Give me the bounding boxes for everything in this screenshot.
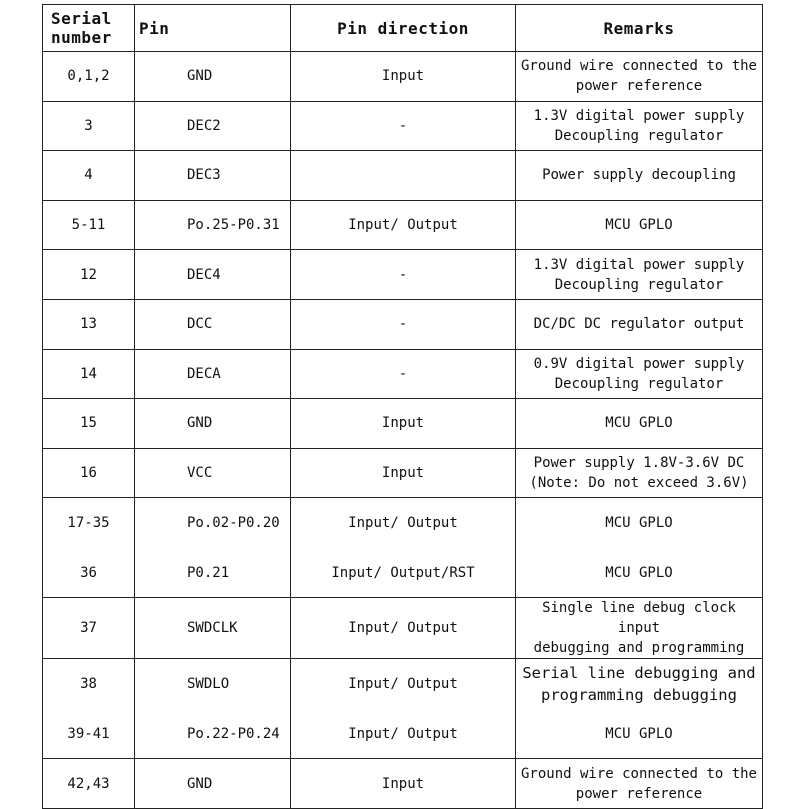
header-direction: Pin direction (291, 5, 516, 52)
remarks-cell: MCU GPLO (516, 200, 763, 250)
serial-cell: 15 (43, 399, 135, 449)
table-row (43, 349, 763, 399)
serial-cell: 39-41 (67, 725, 110, 742)
remarks-cell: Ground wire connected to the power reference (516, 52, 763, 102)
table-row (43, 151, 763, 201)
remarks-cell: Power supply decoupling (516, 151, 763, 201)
direction-cell: - (291, 299, 516, 349)
header-pin: Pin (135, 5, 291, 52)
pin-cell: DECA (135, 349, 291, 399)
direction-cell: Input/ Output/RST (331, 564, 475, 581)
pin-cell: VCC (135, 448, 291, 498)
table-body (43, 52, 763, 809)
table-row (43, 759, 763, 809)
direction-cell: Input/ Output (348, 676, 458, 693)
remarks-cell: 1.3V digital power supply Decoupling regulator (516, 250, 763, 300)
serial-cell: 3 (43, 101, 135, 151)
remarks-cell: Single line debug clock input debugging and programming (516, 598, 763, 659)
table-row (43, 52, 763, 102)
pin-cell: Po.25-P0.31 (135, 200, 291, 250)
pin-cell: Po.02-P0.20 (187, 515, 280, 532)
remarks-cell: MCU GPLO (605, 725, 673, 742)
direction-cell: Input/ Output (291, 200, 516, 250)
remarks-cell: MCU GPLO (516, 399, 763, 449)
direction-cell: Input (291, 448, 516, 498)
direction-cell: Input/ Output (291, 598, 516, 659)
direction-cell-group (291, 498, 516, 598)
serial-cell: 16 (43, 448, 135, 498)
table-row (43, 250, 763, 300)
pin-cell: SWDCLK (135, 598, 291, 659)
direction-cell: - (291, 101, 516, 151)
serial-cell: 5-11 (43, 200, 135, 250)
direction-cell: - (291, 349, 516, 399)
serial-cell: 17-35 (67, 515, 110, 532)
remarks-cell: 1.3V digital power supply Decoupling regulator (516, 101, 763, 151)
serial-cell: 36 (80, 564, 97, 581)
pin-cell: DEC3 (135, 151, 291, 201)
remarks-cell-group (516, 659, 763, 759)
remarks-cell: Ground wire connected to the power reference (516, 759, 763, 809)
serial-cell-group (43, 659, 135, 759)
table-row (43, 200, 763, 250)
pin-cell: SWDLO (187, 676, 230, 693)
pin-cell: DCC (135, 299, 291, 349)
direction-cell: Input (291, 52, 516, 102)
remarks-cell: MCU GPLO (605, 515, 673, 532)
remarks-cell: MCU GPLO (605, 564, 673, 581)
serial-cell: 0,1,2 (43, 52, 135, 102)
pin-cell: DEC4 (135, 250, 291, 300)
table-row-group (43, 659, 763, 759)
direction-cell: Input (291, 759, 516, 809)
serial-cell: 42,43 (43, 759, 135, 809)
direction-cell: Input (291, 399, 516, 449)
serial-cell: 4 (43, 151, 135, 201)
table-row (43, 448, 763, 498)
serial-cell: 38 (80, 676, 97, 693)
remarks-cell: DC/DC DC regulator output (516, 299, 763, 349)
remarks-cell: Serial line debugging and programming debugging (522, 664, 756, 705)
table-row (43, 299, 763, 349)
pin-cell-group (135, 498, 291, 598)
serial-cell-group (43, 498, 135, 598)
direction-cell (291, 151, 516, 201)
header-row (43, 5, 763, 52)
pin-cell: GND (135, 759, 291, 809)
direction-cell-group (291, 659, 516, 759)
direction-cell: Input/ Output (348, 725, 458, 742)
remarks-cell: 0.9V digital power supply Decoupling regulator (516, 349, 763, 399)
header-serial: Serial number (43, 5, 135, 52)
pin-cell-group (135, 659, 291, 759)
direction-cell: Input/ Output (348, 515, 458, 532)
table-row (43, 399, 763, 449)
pin-cell: GND (135, 52, 291, 102)
serial-cell: 14 (43, 349, 135, 399)
serial-cell: 37 (43, 598, 135, 659)
table-row (43, 598, 763, 659)
table-row (43, 101, 763, 151)
pin-cell: Po.22-P0.24 (187, 725, 280, 742)
pin-table (42, 4, 763, 809)
remarks-cell: Power supply 1.8V-3.6V DC (Note: Do not exceed 3.6V) (516, 448, 763, 498)
remarks-cell-group (516, 498, 763, 598)
table-row-group (43, 498, 763, 598)
serial-cell: 12 (43, 250, 135, 300)
direction-cell: - (291, 250, 516, 300)
pin-cell: P0.21 (187, 564, 230, 581)
serial-cell: 13 (43, 299, 135, 349)
pin-cell: GND (135, 399, 291, 449)
header-remarks: Remarks (516, 5, 763, 52)
pin-cell: DEC2 (135, 101, 291, 151)
